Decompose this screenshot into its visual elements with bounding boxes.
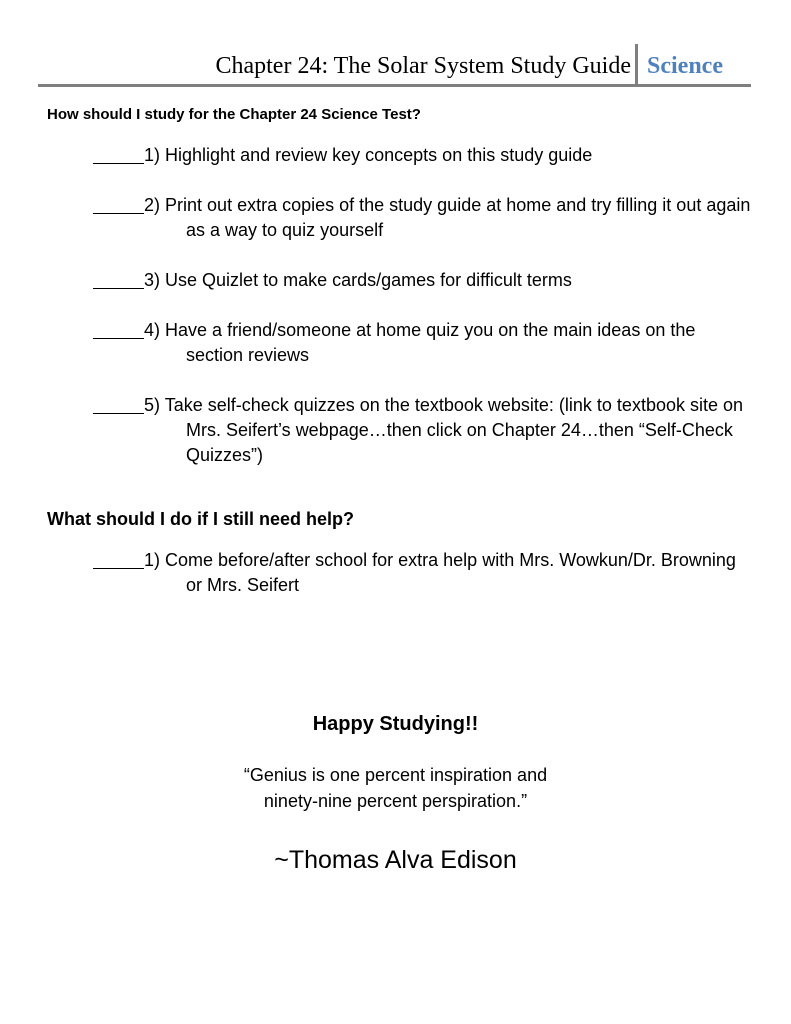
item-number: 5) (144, 395, 161, 415)
quote-line-1: “Genius is one percent inspiration and (243, 765, 548, 785)
quote-block (0, 762, 791, 814)
checklist-item (93, 548, 753, 598)
help-section-heading: What should I do if I still need help? (47, 509, 354, 529)
checkbox-blank[interactable] (93, 550, 144, 569)
checklist-item (93, 143, 753, 168)
checklist-item (93, 318, 753, 368)
header-divider (635, 44, 638, 84)
item-number: 1) (144, 145, 161, 165)
checklist-item (93, 268, 753, 293)
item-number: 1) (144, 550, 161, 570)
item-text: Come before/after school for extra help with Mrs. Wowkun/Dr. Browning or Mrs. Seifert (165, 550, 736, 595)
subject-label: Science (647, 53, 723, 79)
checkbox-blank[interactable] (93, 270, 144, 289)
item-number: 3) (144, 270, 161, 290)
checkbox-blank[interactable] (93, 395, 144, 414)
document-title: Chapter 24: The Solar System Study Guide (215, 53, 631, 79)
item-text: Highlight and review key concepts on this study guide (165, 145, 593, 165)
item-text: Have a friend/someone at home quiz you on the main ideas on the section reviews (165, 320, 696, 365)
checkbox-blank[interactable] (93, 195, 144, 214)
item-text: Use Quizlet to make cards/games for difficult terms (165, 270, 572, 290)
checklist-item (93, 393, 753, 468)
checkbox-blank[interactable] (93, 320, 144, 339)
item-number: 4) (144, 320, 161, 340)
item-number: 2) (144, 195, 161, 215)
study-checklist (93, 143, 753, 493)
checkbox-blank[interactable] (93, 145, 144, 164)
item-text: Print out extra copies of the study guide at home and try filling it out again as a way to quiz yourself (165, 195, 751, 240)
item-text: Take self-check quizzes on the textbook website: (link to textbook site on Mrs. Seifert’s webpage…then click on Chapter 24…then “Self-Check Quizzes”) (164, 395, 744, 465)
study-section-heading: How should I study for the Chapter 24 Science Test? (47, 106, 421, 123)
quote-line-2: ninety-nine percent perspiration.” (263, 791, 528, 811)
closing-title: Happy Studying!! (312, 713, 479, 735)
checklist-item (93, 193, 753, 243)
quote-author: ~Thomas Alva Edison (274, 846, 517, 874)
page-header (38, 44, 751, 87)
help-checklist (93, 548, 753, 623)
